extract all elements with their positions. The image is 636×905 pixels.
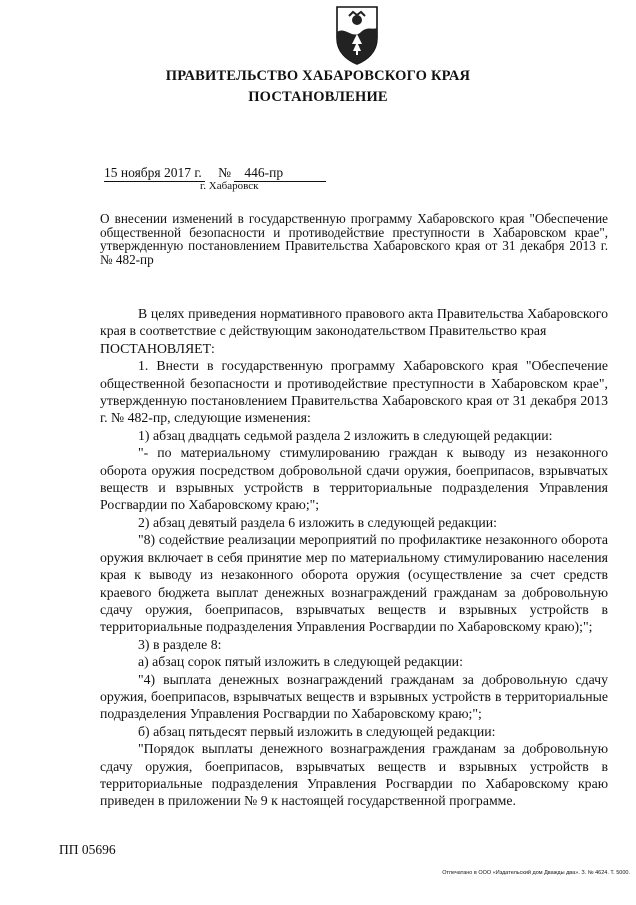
paragraph-subitem-3a: а) абзац сорок пятый изложить в следующей редакции: bbox=[138, 654, 463, 670]
number-label: № bbox=[218, 165, 232, 180]
coat-of-arms-emblem bbox=[331, 4, 383, 66]
document-code: ПП 05696 bbox=[59, 842, 116, 857]
paragraph-item-1: 1. Внести в государственную программу Хабаровского края "Обеспечение общественной безопасности и противодействие преступности в Хабаровском крае", утвержденную постановлением Правительства Хабаровского края от 31 декабря 2013 г. № 482-пр, следующие изменения: bbox=[100, 358, 608, 426]
paragraph-subitem-2: 2) абзац девятый раздела 6 изложить в следующей редакции: bbox=[138, 514, 497, 530]
paragraph-quote-2: "8) содействие реализации мероприятий по профилактике незаконного оборота оружия включает в себя принятие мер по материальному стимулированию населения края к выводу из незаконного оборота оружия (осуществление за счет средств краевого бюджета выплат денежных вознаграждений гражданам за добровольную сдачу оружия, боеприпасов, взрывчатых веществ и взрывных устройств в территориальные подразделения Управления Росгвардии по Хабаровскому краю);"; bbox=[100, 532, 608, 635]
printing-note: Отпечатано в ООО «Издательский дом Дважды два». З. № 4624. Т. 5000. bbox=[442, 870, 630, 876]
document-number: 446-пр bbox=[234, 165, 326, 182]
document-body bbox=[100, 305, 608, 810]
paragraph-subitem-3: 3) в разделе 8: bbox=[138, 636, 222, 652]
document-subject: О внесении изменений в государственную программу Хабаровского края "Обеспечение общественной безопасности и противодействие преступности в Хабаровском крае", утвержденную постановлением Правительства Хабаровского края от 31 декабря 2013 г. № 482-пр bbox=[100, 211, 608, 267]
city: г. Хабаровск bbox=[200, 180, 259, 192]
paragraph-subitem-3b: б) абзац пятьдесят первый изложить в следующей редакции: bbox=[138, 723, 496, 739]
paragraph-quote-1: "- по материальному стимулированию граждан к выводу из незаконного оборота оружия посредством добровольной сдачи оружия, боеприпасов, взрывчатых веществ и взрывных устройств в территориальные подразделения Управления Росгвардии по Хабаровскому краю;"; bbox=[100, 445, 608, 513]
document-date: 15 ноября 2017 г. bbox=[104, 165, 205, 182]
document-type: ПОСТАНОВЛЕНИЕ bbox=[248, 89, 388, 105]
government-title: ПРАВИТЕЛЬСТВО ХАБАРОВСКОГО КРАЯ bbox=[165, 68, 471, 84]
paragraph-quote-3a: "4) выплата денежных вознаграждений гражданам за добровольную сдачу оружия, боеприпасов, взрывчатых веществ и взрывных устройств в территориальные подразделения Управления Росгвардии по Хабаровскому краю;"; bbox=[100, 671, 608, 722]
paragraph-resolves: ПОСТАНОВЛЯЕТ: bbox=[100, 340, 215, 356]
paragraph-preamble: В целях приведения нормативного правового акта Правительства Хабаровского края в соответствие с действующим законодательством Правительство края bbox=[100, 306, 608, 339]
paragraph-subitem-1: 1) абзац двадцать седьмой раздела 2 изложить в следующей редакции: bbox=[138, 427, 553, 443]
paragraph-quote-3b: "Порядок выплаты денежного вознаграждения гражданам за добровольную сдачу оружия, боеприпасов, взрывчатых веществ и взрывных устройств в территориальные подразделения Управления Росгвардии по Хабаровскому краю приведен в приложении № 9 к настоящей государственной программе. bbox=[100, 741, 608, 809]
